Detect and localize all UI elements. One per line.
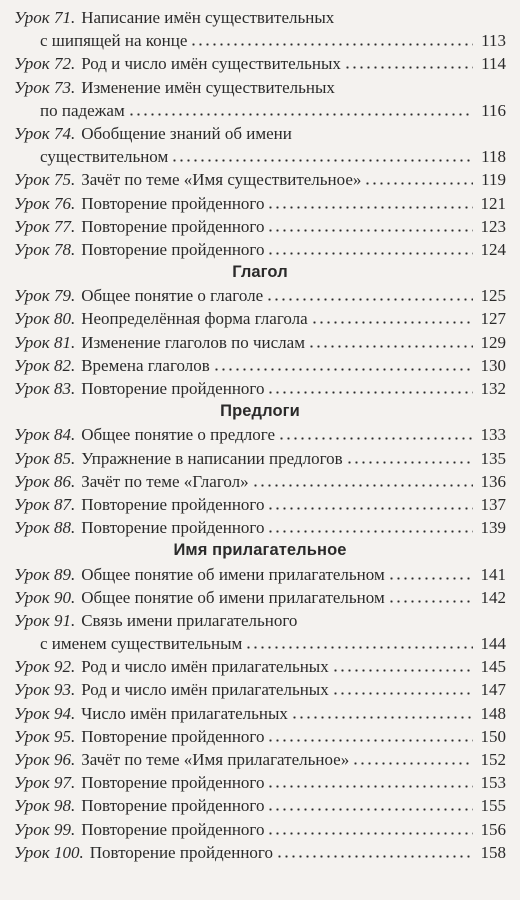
page-number: 130	[480, 355, 506, 375]
lesson-label: Урок 77.	[14, 216, 76, 236]
lesson-label: Урок 79.	[14, 286, 76, 306]
page-number: 129	[480, 332, 506, 352]
toc-entry-line	[14, 215, 506, 238]
toc-entry-line	[14, 609, 506, 632]
lesson-label: Урок 81.	[14, 332, 76, 352]
page-number: 114	[481, 54, 506, 74]
lesson-label: Урок 97.	[14, 773, 76, 793]
page-number: 124	[480, 239, 506, 259]
lesson-title: Повторение пройденного	[81, 796, 265, 816]
dot-leader	[128, 104, 473, 116]
lesson-label: Урок 76.	[14, 193, 76, 213]
page-number: 148	[480, 703, 506, 723]
lesson-title: по падежам	[40, 100, 125, 120]
lesson-label: Урок 90.	[14, 587, 76, 607]
page-number: 150	[480, 726, 506, 746]
toc-entry-line	[14, 76, 506, 99]
lesson-title: Зачёт по теме «Имя прилагательное»	[81, 750, 350, 769]
lesson-label: Урок 78.	[14, 239, 76, 259]
toc-entry-line	[14, 447, 506, 470]
lesson-label: Урок 88.	[14, 518, 76, 538]
section-heading: Имя прилагательное	[173, 541, 347, 560]
dot-leader	[213, 359, 473, 371]
lesson-label: Урок 93.	[14, 680, 76, 700]
lesson-label: Урок 84.	[14, 425, 76, 445]
page-number: 141	[480, 564, 506, 584]
toc-entry-line	[14, 678, 506, 701]
lesson-label: Урок 96.	[14, 750, 76, 769]
lesson-label: Урок 89.	[14, 564, 76, 584]
lesson-title: Упражнение в написании предлогов	[81, 448, 343, 468]
lesson-title: Повторение пройденного	[81, 379, 265, 398]
page-number: 132	[480, 379, 506, 398]
toc-entry-line	[14, 632, 506, 655]
dot-leader	[267, 799, 473, 811]
toc-entry-line	[14, 725, 506, 748]
lesson-title: Общее понятие об имени прилагательном	[81, 587, 385, 607]
dot-leader	[267, 521, 473, 533]
toc-entry-line	[14, 284, 506, 307]
dot-leader	[388, 591, 473, 603]
lesson-label: Урок 99.	[14, 819, 76, 839]
lesson-title: Повторение пройденного	[81, 726, 265, 746]
dot-leader	[245, 637, 473, 649]
lesson-label: Урок 82.	[14, 355, 76, 375]
section-heading: Глагол	[232, 263, 288, 282]
lesson-title: Число имён прилагательных	[81, 703, 288, 723]
toc-entry-line	[14, 818, 506, 841]
page-number: 125	[480, 286, 506, 306]
toc-entry-line	[14, 748, 506, 771]
toc-entry-line	[14, 655, 506, 678]
lesson-label: Урок 95.	[14, 726, 76, 746]
lesson-label: Урок 83.	[14, 379, 76, 398]
lesson-title: Общее понятие об имени прилагательном	[81, 564, 385, 584]
lesson-title: Повторение пройденного	[81, 216, 265, 236]
dot-leader	[308, 336, 473, 348]
page-number: 147	[480, 680, 506, 700]
dot-leader	[352, 753, 473, 765]
lesson-title: Времена глаголов	[81, 355, 210, 375]
toc-entry-line	[14, 377, 506, 400]
lesson-title: Написание имён существительных	[81, 8, 335, 27]
dot-leader	[190, 34, 473, 46]
lesson-label: Урок 86.	[14, 471, 76, 491]
toc-entry-line	[14, 29, 506, 52]
lesson-title: Род и число имён прилагательных	[81, 680, 329, 700]
lesson-label: Урок 94.	[14, 703, 76, 723]
toc-entry-line	[14, 702, 506, 725]
toc-entry-line	[14, 238, 506, 261]
dot-leader	[267, 197, 473, 209]
lesson-title: с шипящей на конце	[40, 31, 188, 51]
lesson-title: Повторение пройденного	[81, 518, 265, 538]
dot-leader	[267, 243, 473, 255]
page-number: 156	[480, 819, 506, 839]
toc-entry-line	[14, 516, 506, 539]
page-number: 118	[481, 147, 506, 167]
dot-leader	[276, 846, 473, 858]
dot-leader	[171, 150, 473, 162]
lesson-title: Неопределённая форма глагола	[81, 309, 308, 329]
page-number: 121	[480, 193, 506, 213]
lesson-title: Зачёт по теме «Глагол»	[81, 471, 249, 491]
lesson-title: Связь имени прилагательного	[81, 610, 298, 630]
page-number: 152	[480, 750, 506, 769]
lesson-title: Зачёт по теме «Имя существительное»	[81, 170, 362, 190]
toc-entry-line	[14, 354, 506, 377]
dot-leader	[311, 313, 473, 325]
toc-entry-line	[14, 145, 506, 168]
page-number: 123	[480, 216, 506, 236]
toc-entry-line	[14, 331, 506, 354]
lesson-title: Повторение пройденного	[81, 239, 265, 259]
page-number: 136	[480, 471, 506, 491]
toc-entry-line	[14, 122, 506, 145]
lesson-title: Общее понятие о глаголе	[81, 286, 264, 306]
lesson-title: Повторение пройденного	[81, 494, 265, 514]
lesson-label: Урок 87.	[14, 494, 76, 514]
lesson-label: Урок 80.	[14, 309, 76, 329]
dot-leader	[266, 289, 473, 301]
dot-leader	[332, 660, 473, 672]
lesson-label: Урок 85.	[14, 448, 76, 468]
page-number: 145	[480, 657, 506, 677]
toc-entry-line	[14, 52, 506, 75]
dot-leader	[252, 475, 473, 487]
dot-leader	[291, 707, 473, 719]
lesson-title: Обобщение знаний об имени	[81, 123, 292, 143]
lesson-label: Урок 92.	[14, 657, 76, 677]
toc-entry-line	[14, 563, 506, 586]
page-number: 133	[480, 425, 506, 445]
page-number: 119	[481, 170, 506, 190]
toc-entry-line	[14, 6, 506, 29]
lesson-title: Повторение пройденного	[89, 842, 273, 862]
lesson-title: Повторение пройденного	[81, 773, 265, 793]
toc-entry-line	[14, 586, 506, 609]
page-number: 113	[481, 31, 506, 51]
lesson-label: Урок 73.	[14, 77, 76, 97]
lesson-label: Урок 71.	[14, 8, 76, 27]
toc-entry-line	[14, 99, 506, 122]
toc-entry-line	[14, 493, 506, 516]
dot-leader	[267, 823, 473, 835]
dot-leader	[364, 173, 473, 185]
page-number: 116	[481, 100, 506, 120]
toc-entry-line	[14, 192, 506, 215]
dot-leader	[267, 382, 473, 394]
page-number: 155	[480, 796, 506, 816]
page-number: 139	[480, 518, 506, 538]
lesson-title: Род и число имён прилагательных	[81, 657, 329, 677]
page-number: 135	[480, 448, 506, 468]
toc-entry-line	[14, 307, 506, 330]
page-number: 144	[480, 634, 506, 654]
page-number: 137	[480, 494, 506, 514]
dot-leader	[267, 220, 473, 232]
toc-entry-line	[14, 841, 506, 864]
dot-leader	[346, 452, 473, 464]
toc-list	[14, 6, 506, 864]
dot-leader	[278, 428, 473, 440]
lesson-title: Общее понятие о предлоге	[81, 425, 276, 445]
toc-entry-line	[14, 423, 506, 446]
dot-leader	[267, 776, 473, 788]
lesson-title: Изменение имён существительных	[81, 77, 335, 97]
dot-leader	[344, 57, 473, 69]
lesson-label: Урок 75.	[14, 170, 76, 190]
lesson-label: Урок 72.	[14, 54, 76, 74]
lesson-title: существительном	[40, 147, 169, 167]
toc-entry-line	[14, 794, 506, 817]
page-number: 127	[480, 309, 506, 329]
page-number: 158	[480, 842, 506, 862]
toc-entry-line	[14, 470, 506, 493]
dot-leader	[388, 568, 473, 580]
lesson-label: Урок 100.	[14, 842, 84, 862]
toc-entry-line	[14, 168, 506, 191]
toc-entry-line	[14, 771, 506, 794]
dot-leader	[267, 730, 473, 742]
lesson-title: Повторение пройденного	[81, 819, 265, 839]
dot-leader	[267, 498, 473, 510]
lesson-title: Род и число имён существительных	[81, 54, 341, 74]
lesson-title: Изменение глаголов по числам	[81, 332, 305, 352]
page-number: 142	[480, 587, 506, 607]
lesson-label: Урок 74.	[14, 123, 76, 143]
lesson-title: с именем существительным	[40, 634, 243, 654]
dot-leader	[332, 684, 473, 696]
lesson-title: Повторение пройденного	[81, 193, 265, 213]
lesson-label: Урок 91.	[14, 610, 76, 630]
page-number: 153	[480, 773, 506, 793]
section-heading: Предлоги	[220, 402, 300, 421]
lesson-label: Урок 98.	[14, 796, 76, 816]
